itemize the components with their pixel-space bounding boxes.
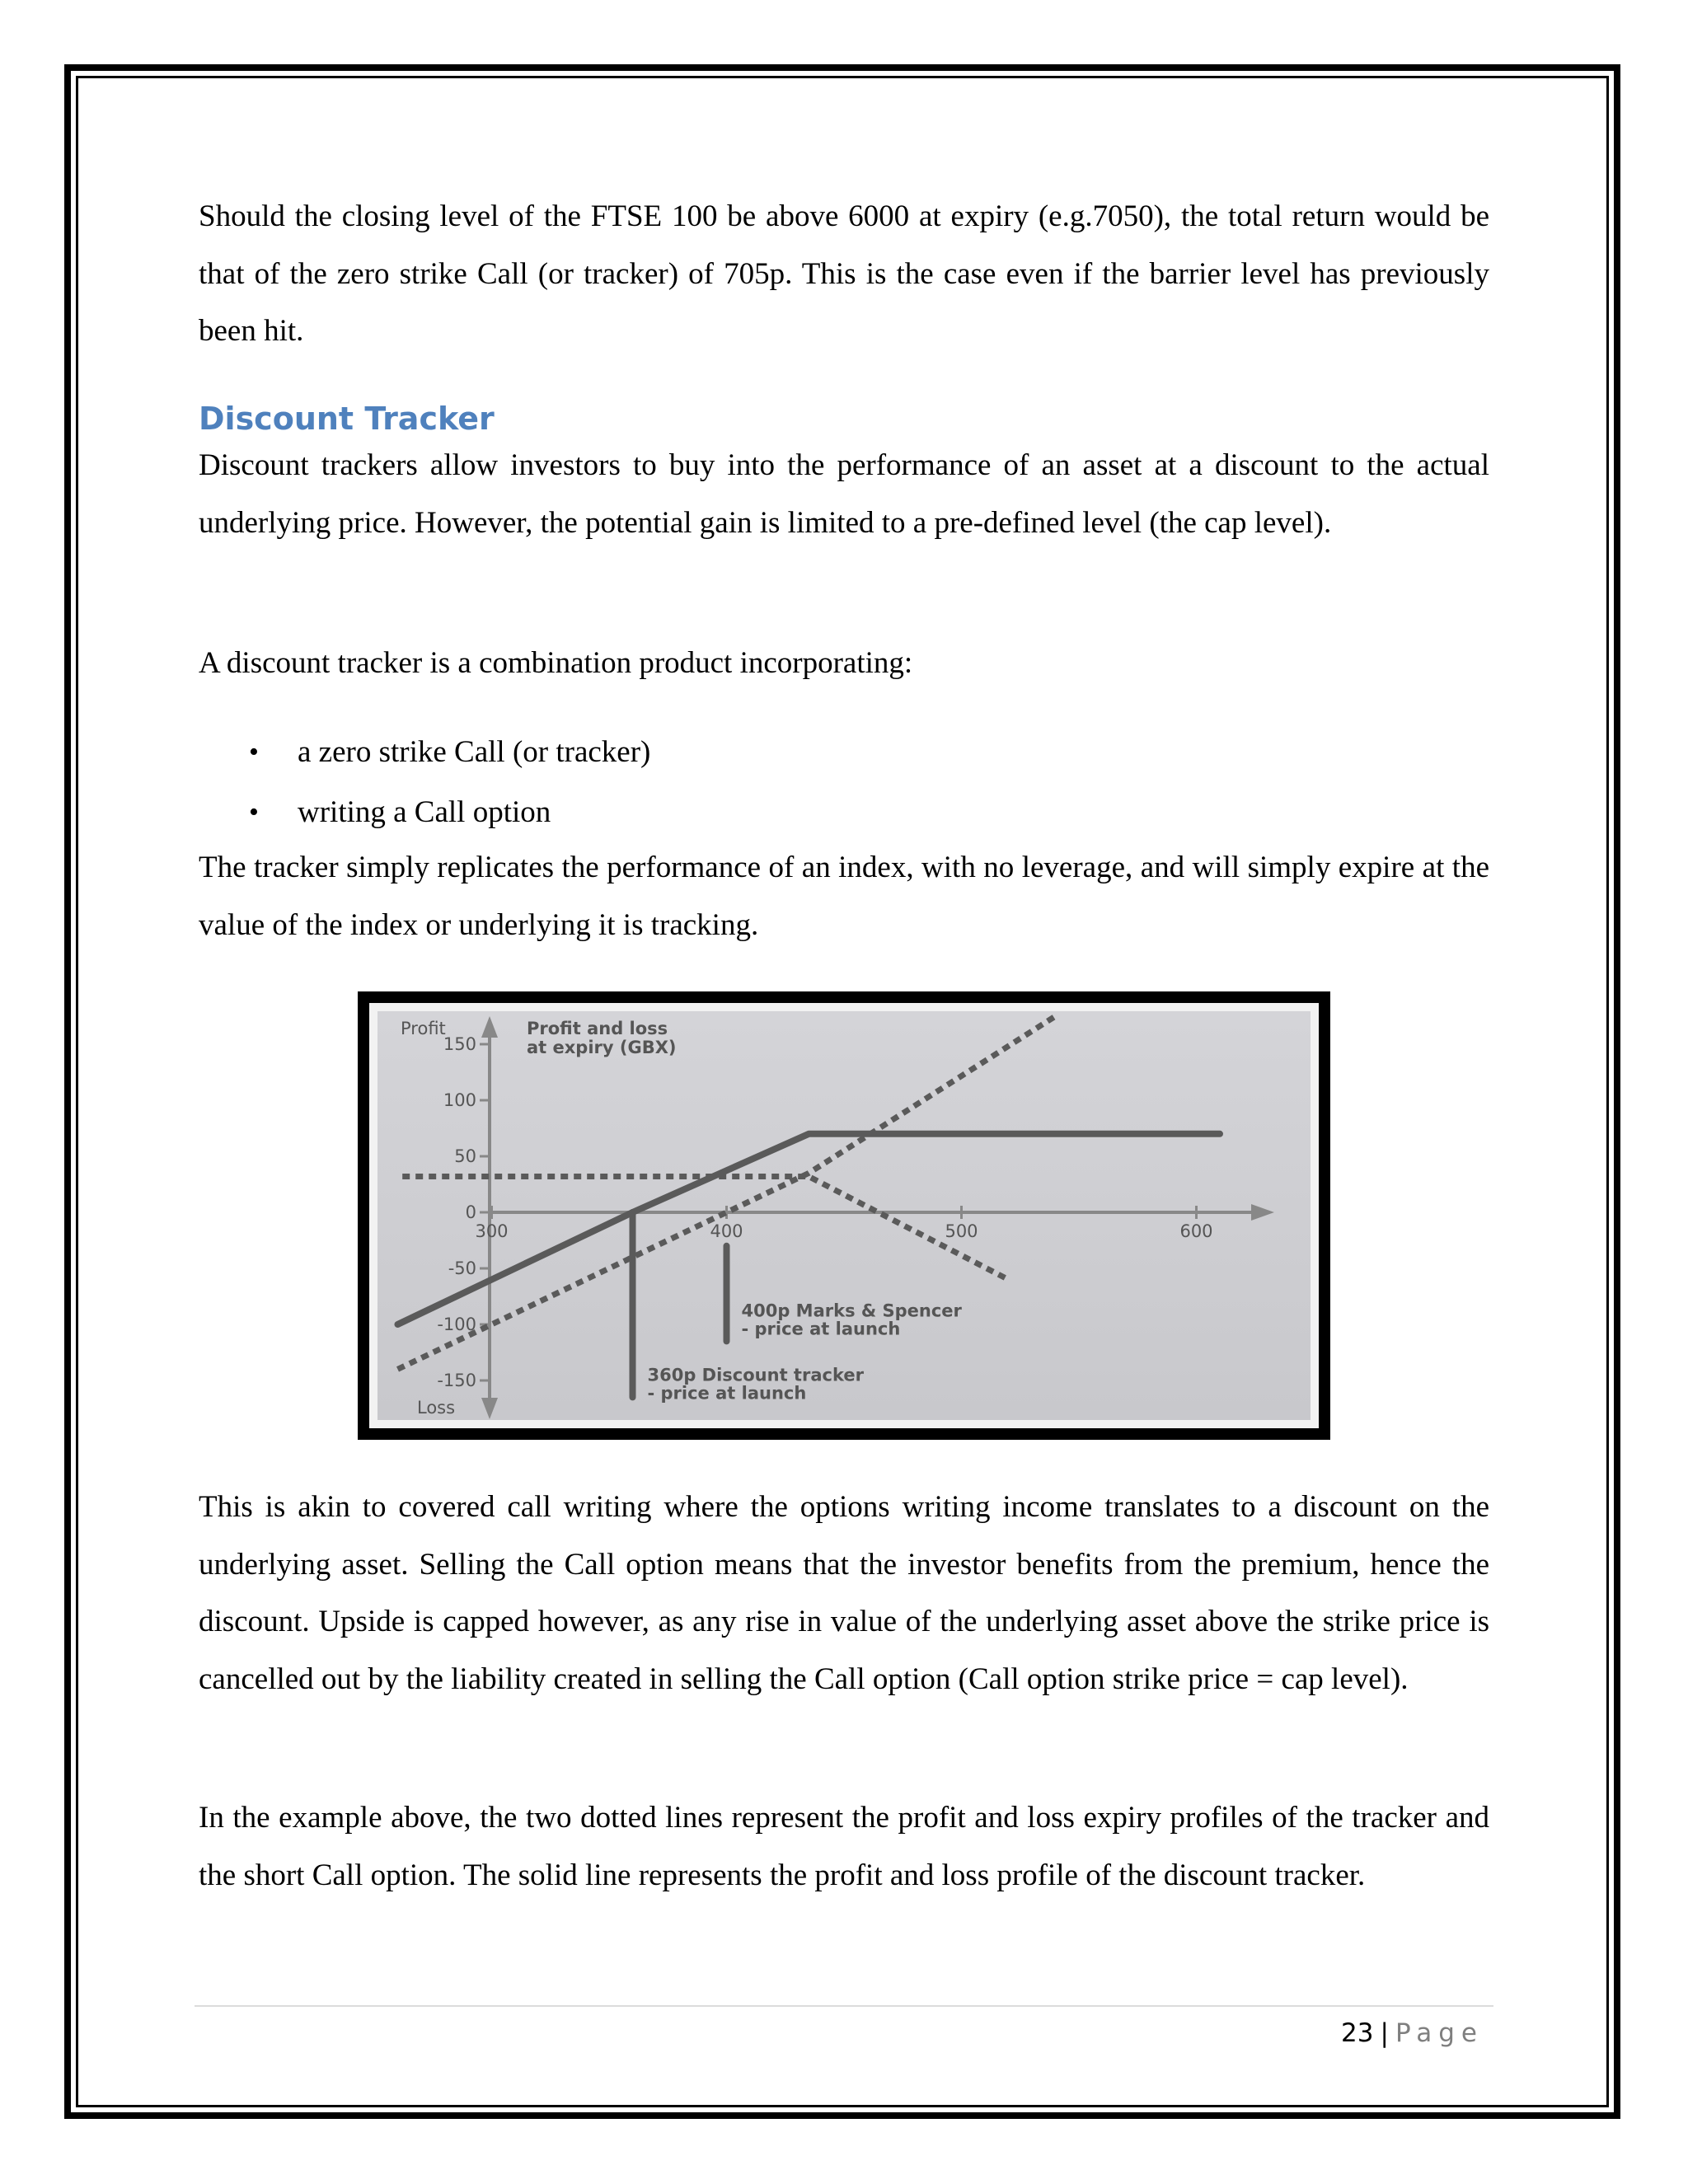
annotation-label-line1: 360p Discount tracker [647, 1365, 864, 1385]
page-footer [1341, 2013, 1484, 2054]
paragraph-example [199, 1789, 1489, 1904]
y-tick-label: 100 [443, 1090, 476, 1110]
bullet-list [199, 722, 650, 842]
paragraph-discount-intro [199, 437, 1489, 551]
section-heading-discount-tracker: Discount Tracker [199, 401, 495, 437]
paragraph-tracker-text: The tracker simply replicates the performance of an index, with no leverage, and will simply expire at the value of the index or underlying it is tracking. [199, 851, 1489, 942]
x-tick-label: 300 [475, 1221, 509, 1241]
page-label: Page [1395, 2018, 1484, 2048]
y-tick-label: 0 [465, 1202, 476, 1222]
x-tick-label: 500 [945, 1221, 978, 1241]
paragraph-combination [199, 635, 1489, 692]
paragraph-covered-call [199, 1479, 1489, 1708]
paragraph-ftse-text: Should the closing level of the FTSE 100 be above 6000 at expiry (e.g.7050), the total return would be that of the zero strike Call (or tracker) of 705p. This is the case even if the barrier level has previously been hit. [199, 199, 1489, 348]
paragraph-covered-call-text: This is akin to covered call writing where the options writing income translates to a discount on the underlying asset. Selling the Call option means that the investor benefits from the premium, hence the discount. Upside is capped however, as any rise in value of the underlying asset above the strike price is cancelled out by the liability created in selling the Call option (Call option strike price = cap level). [199, 1490, 1489, 1696]
chart-ylabel-profit: Profit [401, 1019, 446, 1038]
x-tick-label: 400 [710, 1221, 743, 1241]
paragraph-tracker [199, 839, 1489, 954]
footer-divider [195, 2005, 1493, 2007]
chart-ylabel-loss: Loss [417, 1398, 456, 1418]
bullet-item: • writing a Call option [199, 782, 650, 842]
y-tick-label: 50 [454, 1146, 476, 1166]
x-tick-label: 600 [1179, 1221, 1213, 1241]
y-tick-label: -50 [448, 1258, 476, 1278]
footer-separator: | [1380, 2018, 1389, 2048]
annotation-label-line2: - price at launch [647, 1383, 807, 1404]
annotation-label-line2: - price at launch [741, 1319, 901, 1339]
page-number: 23 [1341, 2018, 1374, 2048]
chart-title-line2: at expiry (GBX) [527, 1038, 677, 1057]
paragraph-ftse [199, 188, 1489, 360]
y-tick-label: 150 [443, 1034, 476, 1054]
chart-title-line1: Profit and loss [527, 1019, 668, 1038]
paragraph-discount-intro-text: Discount trackers allow investors to buy into the performance of an asset at a discount to the actual underlying price. However, the potential gain is limited to a pre-defined level (the cap level). [199, 448, 1489, 540]
pnl-chart-svg [358, 991, 1330, 1440]
y-tick-label: -100 [437, 1315, 476, 1334]
y-tick-label: -150 [437, 1371, 476, 1390]
chart-background [377, 1011, 1311, 1420]
bullet-item: • a zero strike Call (or tracker) [199, 722, 650, 782]
paragraph-combination-text: A discount tracker is a combination product incorporating: [199, 646, 913, 680]
paragraph-example-text: In the example above, the two dotted lines represent the profit and loss expiry profiles of the tracker and the short Call option. The solid line represents the profit and loss profile of the discount tracker. [199, 1801, 1489, 1892]
annotation-label-line1: 400p Marks & Spencer [741, 1301, 962, 1321]
pnl-chart [358, 991, 1330, 1440]
